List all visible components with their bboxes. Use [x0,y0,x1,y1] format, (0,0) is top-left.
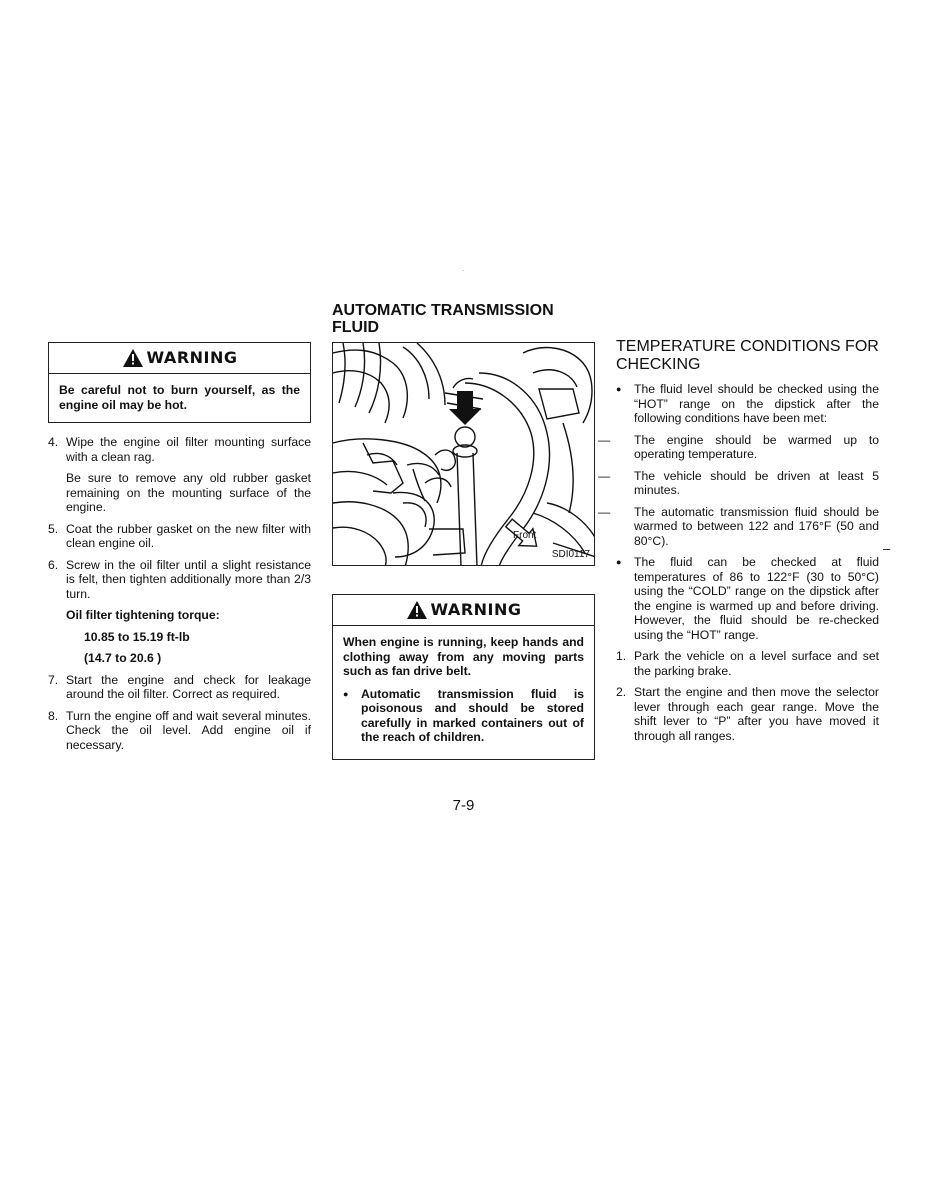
warning-triangle-icon [406,600,428,620]
section-heading: TEMPERATURE CONDITIONS FOR CHECKING [616,338,879,373]
warning-body [333,626,594,759]
torque-ftlb: 10.85 to 15.19 ft-lb [84,629,190,644]
step-text: Coat the rubber gasket on the new filter with clean engine oil. [66,521,311,550]
warning-bullet [343,687,584,745]
list-item [616,649,879,678]
step-6 [48,558,311,602]
warning-title: WARNING [430,599,522,619]
warning-text: When engine is running, keep hands and clothing away from any moving parts such as fan drive belt. [343,635,584,678]
step-number: 7. [48,672,59,687]
section-heading: AUTOMATIC TRANSMISSION FLUID [332,302,554,336]
item-text: Start the engine and then move the selector lever through each gear range. Move the shift lever to “P” after you have moved it through all ranges. [634,685,879,743]
step-text: Screw in the oil filter until a slight resistance is felt, then tighten additionally more than 2/3 turn. [66,557,311,601]
page-number: 7-9 [452,797,475,814]
torque-label: Oil filter tightening torque: [66,608,220,622]
bullet-icon [343,687,361,745]
warning-header [49,343,310,374]
step-4-note: Be sure to remove any old rubber gasket remaining on the mounting surface of the engine. [66,471,311,514]
list-item [616,382,879,426]
step-8 [48,709,311,753]
step-4 [48,435,311,464]
item-text: The fluid can be checked at fluid temperatures of 86 to 122°F (30 to 50°C) using the “COLD” range on the dipstick after the engine is warmed up and before driving. However, the fluid should be re-checked using the “HOT” range. [634,555,879,642]
bullet-text: Automatic transmission fluid is poisonous and should be stored carefully in marked containers out of the reach of children. [361,686,584,744]
warning-header [333,595,594,626]
step-number: 5. [48,521,59,536]
engine-illustration [333,343,595,566]
figure-code: SDI0117 [551,548,590,560]
step-text: Wipe the engine oil filter mounting surface with a clean rag. [66,435,311,464]
item-text: Park the vehicle on a level surface and set the parking brake. [634,649,879,678]
step-text: Turn the engine off and wait several minutes. Check the oil level. Add engine oil if necessary. [66,708,311,752]
step-5 [48,522,311,551]
item-text: The fluid level should be checked using the “HOT” range on the dipstick after the following conditions have been met: [634,382,879,425]
item-marker: — [598,432,611,447]
item-text: The engine should be warmed up to operating temperature. [634,432,879,461]
margin-mark: – [883,541,891,556]
step-number: 4. [48,435,59,449]
torque-nm: (14.7 to 20.6 ) [84,651,162,665]
list-item [598,433,879,462]
list-item [616,555,879,642]
list-item [598,505,879,549]
item-marker: 1. [616,649,627,663]
conditions-list [598,382,879,743]
list-item [598,469,879,498]
stray-mark: · [462,268,464,274]
middle-column [332,302,595,760]
left-column [48,342,311,759]
step-number: 8. [48,708,59,723]
warning-title: WARNING [146,347,238,367]
front-label: Front [513,530,537,541]
bullet-icon [616,555,634,642]
right-column [598,338,879,750]
bullet-icon [616,382,634,426]
item-text: The vehicle should be driven at least 5 minutes. [634,468,879,497]
warning-body [49,374,310,422]
item-marker: 2. [616,685,627,699]
oil-warning-box [48,342,311,423]
dipstick-figure [332,342,595,566]
step-7 [48,673,311,702]
step-number: 6. [48,557,59,572]
atf-warning-box [332,594,595,760]
item-marker: — [598,504,611,519]
warning-triangle-icon [122,348,144,368]
item-text: The automatic transmission fluid should be warmed to between 122 and 176°F (50 and 80°C). [634,504,879,548]
list-item [616,685,879,743]
item-marker: — [598,468,611,483]
warning-text: Be careful not to burn yourself, as the engine oil may be hot. [59,383,300,412]
step-text: Start the engine and check for leakage around the oil filter. Correct as required. [66,672,311,701]
